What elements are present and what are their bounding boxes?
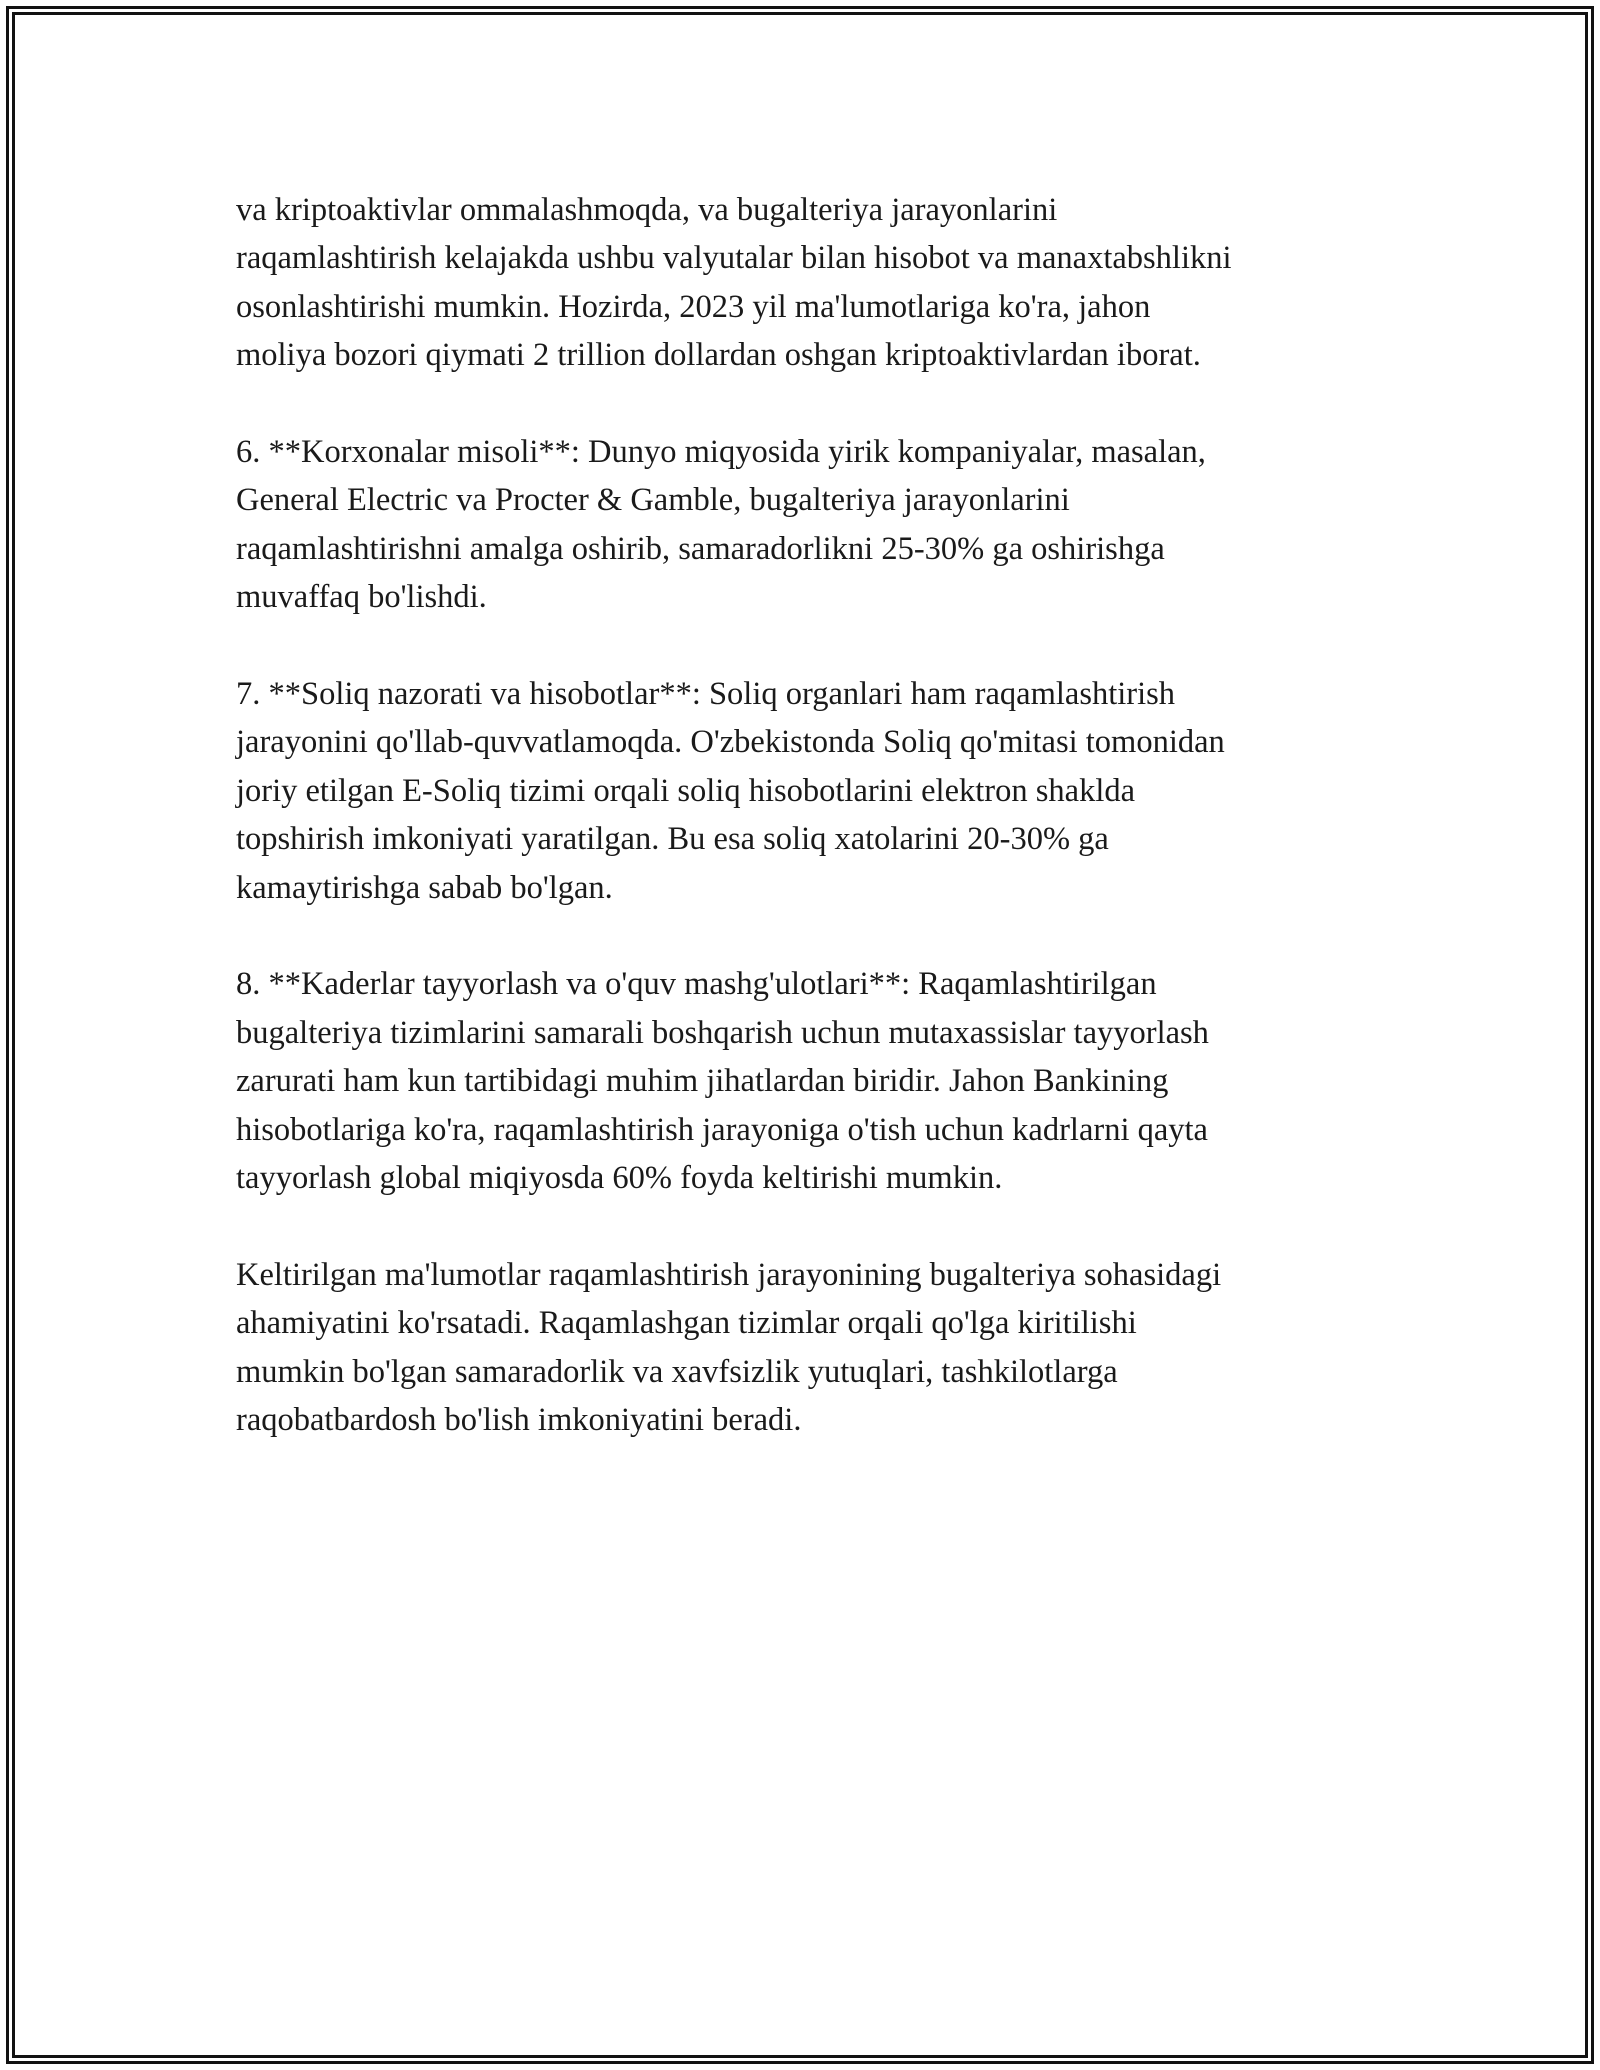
text-line: tayyorlash global miqiyosda 60% foyda keltirishi mumkin. [236, 1160, 1003, 1197]
text-line: va kriptoaktivlar ommalashmoqda, va bugalteriya jarayonlarini [236, 192, 1058, 228]
text-line: Keltirilgan ma'lumotlar raqamlashtirish jarayonining bugalteriya sohasidagi [236, 1256, 1222, 1293]
document-body [236, 186, 1376, 1493]
text-line: raqamlashtirishni amalga oshirib, samaradorlikni 25-30% ga oshirishga [236, 530, 1165, 567]
text-line: topshirish imkoniyati yaratilgan. Bu esa soliq xatolarini 20-30% ga [236, 821, 1109, 858]
text-line: raqobatbardosh bo'lish imkoniyatini beradi. [236, 1402, 802, 1439]
paragraph-item-7 [236, 670, 1376, 912]
text-line: General Electric va Procter & Gamble, bugalteriya jarayonlarini [236, 482, 1070, 519]
text-line: 6. **Korxonalar misoli**: Dunyo miqyosida yirik kompaniyalar, masalan, [236, 434, 1206, 471]
text-line: moliya bozori qiymati 2 trillion dollardan oshgan kriptoaktivlardan iborat. [236, 337, 1201, 374]
paragraph-item-6 [236, 428, 1376, 622]
text-line: kamaytirishga sabab bo'lgan. [236, 869, 613, 906]
text-line: osonlashtirishi mumkin. Hozirda, 2023 yil ma'lumotlariga ko'ra, jahon [236, 288, 1151, 325]
text-line: mumkin bo'lgan samaradorlik va xavfsizlik yutuqlari, tashkilotlarga [236, 1353, 1118, 1390]
text-line: joriy etilgan E-Soliq tizimi orqali soliq hisobotlarini elektron shaklda [236, 772, 1136, 809]
text-line: raqamlashtirish kelajakda ushbu valyutalar bilan hisobot va manaxtabshlikni [236, 240, 1232, 277]
paragraph-item-8 [236, 960, 1376, 1202]
paragraph-conclusion [236, 1251, 1376, 1445]
text-line: muvaffaq bo'lishdi. [236, 579, 487, 616]
paragraph-crypto [236, 186, 1376, 380]
text-line: hisobotlariga ko'ra, raqamlashtirish jarayoniga o'tish uchun kadrlarni qayta [236, 1111, 1208, 1148]
text-line: jarayonini qo'llab-quvvatlamoqda. O'zbekistonda Soliq qo'mitasi tomonidan [236, 724, 1225, 761]
text-line: 8. **Kaderlar tayyorlash va o'quv mashg'ulotlari**: Raqamlashtirilgan [236, 966, 1157, 1003]
text-line: bugalteriya tizimlarini samarali boshqarish uchun mutaxassislar tayyorlash [236, 1014, 1209, 1051]
text-line: zarurati ham kun tartibidagi muhim jihatlardan biridir. Jahon Bankining [236, 1063, 1169, 1100]
text-line: 7. **Soliq nazorati va hisobotlar**: Soliq organlari ham raqamlashtirish [236, 676, 1176, 713]
text-line: ahamiyatini ko'rsatadi. Raqamlashgan tizimlar orqali qo'lga kiritilishi [236, 1305, 1137, 1342]
